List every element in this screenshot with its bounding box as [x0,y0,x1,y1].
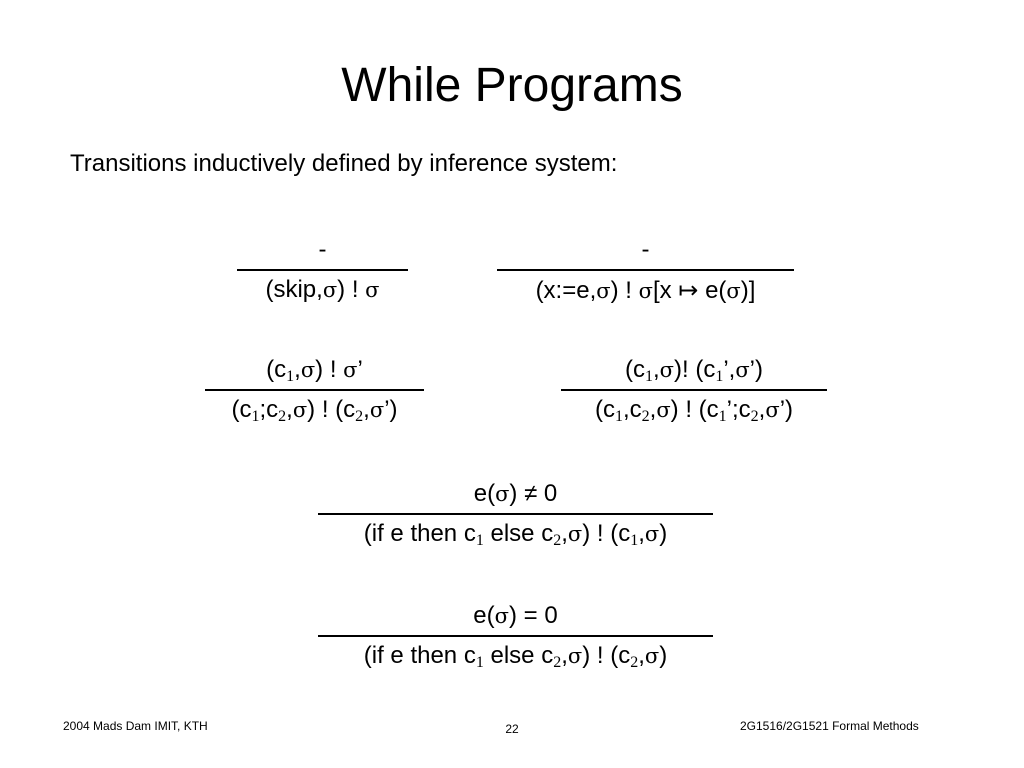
rule-assign-conclusion: (x:=e,σ) ! σ[x ↦ e(σ)] [535,277,756,304]
rule-assign-line [497,269,794,271]
rule-seq-terminate-line [205,389,424,391]
rule-seq-step-premise: $(c_1,\sigma)$! $(c_1’,\sigma’)$ [624,356,763,385]
footer-page-number: 22 [505,722,519,736]
intro-text: Transitions inductively defined by inference system: [70,150,618,177]
rule-if-false [318,602,713,677]
rule-if-true-premise: e(σ) ≠ 0 [473,480,558,507]
rule-seq-terminate-conclusion: $(c_1;c_2,\sigma)$ ! $(c_2,\sigma’)$ [231,396,398,425]
rule-skip [237,236,408,306]
rule-if-true-line [318,513,713,515]
rule-seq-terminate [205,356,424,431]
rule-seq-terminate-premise: $(c_1,\sigma)$ ! σ’ [266,356,363,385]
rule-skip-line [237,269,408,271]
rule-if-false-premise: e(σ) = 0 [473,602,558,629]
rule-seq-step-line [561,389,827,391]
rule-if-true-conclusion: (if e then $c_1$ else $c_2,\sigma$) ! $(c_1,\sigma)$ [363,520,668,549]
rule-if-false-conclusion: (if e then $c_1$ else $c_2,\sigma$) ! $(c_2,\sigma)$ [363,642,668,671]
rule-if-true [318,480,713,555]
rule-seq-step-conclusion: $(c_1,c_2,\sigma)$ ! $(c_1’;c_2,\sigma’)$ [594,396,794,425]
rule-assign [497,236,794,306]
rule-if-false-line [318,635,713,637]
rule-skip-conclusion: (skip,σ) ! σ [265,276,380,303]
slide-title: While Programs [341,59,683,112]
footer-right: 2G1516/2G1521 Formal Methods [740,719,919,733]
footer-left: 2004 Mads Dam IMIT, KTH [63,719,208,733]
rule-assign-premise: - [641,236,650,263]
rule-skip-premise: - [318,236,327,263]
rule-seq-step [561,356,827,431]
